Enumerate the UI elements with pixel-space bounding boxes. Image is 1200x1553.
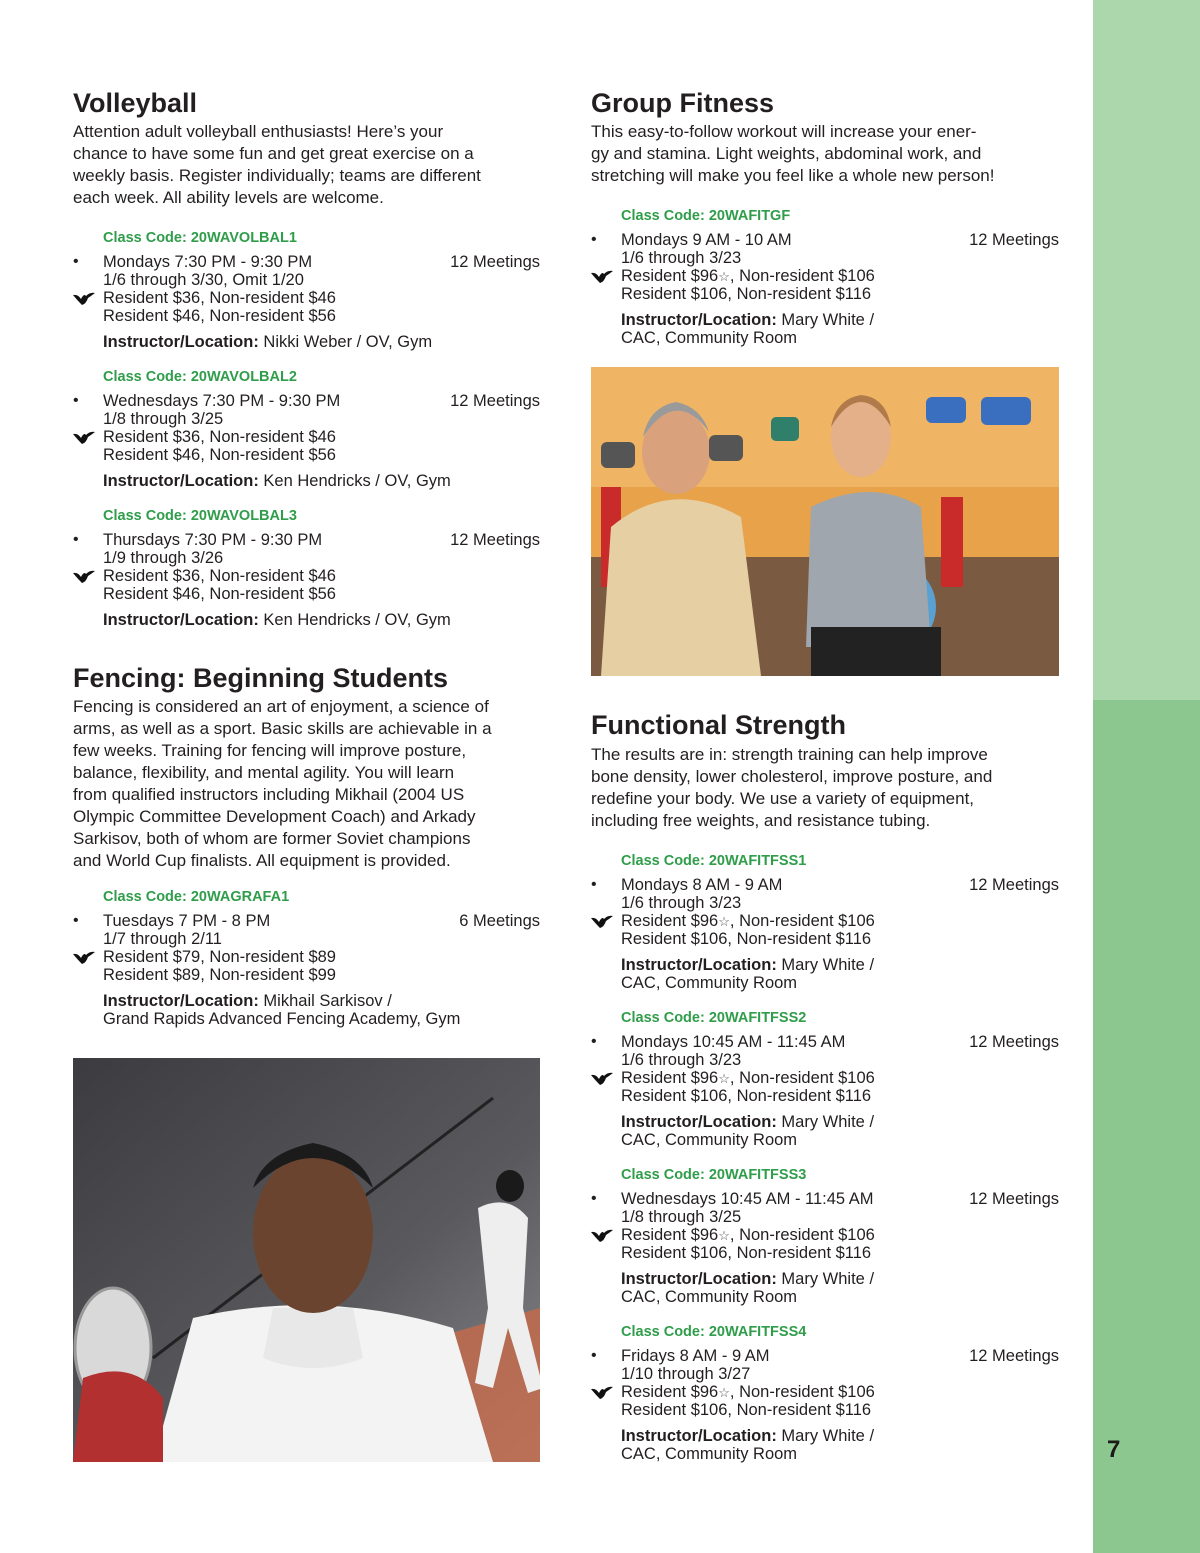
class-meetings: 6 Meetings (459, 912, 540, 930)
star-icon: ☆ (718, 1228, 730, 1243)
instructor-label: Instructor/Location: (621, 1270, 777, 1288)
class-dates: 1/6 through 3/23 (621, 1051, 742, 1069)
volleyball-title: Volleyball (73, 88, 198, 118)
senior-fee-nonresident: , Non-resident $106 (729, 1226, 875, 1244)
class-code: Class Code: 20WAFITFSS1 (621, 853, 807, 869)
class-dates: 1/6 through 3/23 (621, 894, 742, 912)
bullet-icon: • (73, 392, 79, 409)
class-fee: Resident $46, Non-resident $56 (103, 307, 336, 325)
class-senior-fee: Resident $36, Non-resident $46 (103, 289, 336, 307)
class-instructor (621, 1113, 874, 1131)
instructor-name: Nikki Weber / OV, Gym (258, 333, 433, 351)
group-fitness-description (591, 121, 994, 187)
class-senior-fee (621, 912, 875, 931)
class-instructor (621, 1427, 874, 1445)
desc-line: Olympic Committee Development Coach) and Arkady (73, 807, 476, 826)
class-senior-fee: Resident $36, Non-resident $46 (103, 567, 336, 585)
bullet-icon: • (591, 1190, 597, 1207)
class-code: Class Code: 20WAVOLBAL1 (103, 230, 297, 246)
class-fee: Resident $106, Non-resident $116 (621, 285, 872, 303)
desc-line: bone density, lower cholesterol, improve posture, and (591, 767, 993, 786)
class-location: Grand Rapids Advanced Fencing Academy, Gym (103, 1010, 461, 1028)
class-fee: Resident $89, Non-resident $99 (103, 966, 336, 984)
class-code: Class Code: 20WAVOLBAL2 (103, 369, 297, 385)
senior-fee-resident: Resident $96 (621, 1226, 719, 1244)
desc-line: balance, flexibility, and mental agility. You will learn (73, 763, 455, 782)
desc-line: This easy-to-follow workout will increase your ener- (591, 122, 977, 141)
class-fee: Resident $106, Non-resident $116 (621, 1087, 872, 1105)
class-dates: 1/6 through 3/30, Omit 1/20 (103, 271, 304, 289)
volleyball-description (73, 121, 481, 209)
class-code: Class Code: 20WAFITFSS3 (621, 1167, 807, 1183)
class-location: CAC, Community Room (621, 1288, 798, 1306)
fencing-photo (73, 1058, 540, 1462)
senior-discount-icon (73, 951, 95, 965)
instructor-name: Mary White / (776, 956, 875, 974)
class-senior-fee: Resident $36, Non-resident $46 (103, 428, 336, 446)
desc-line: few weeks. Training for fencing will improve posture, (73, 741, 467, 760)
class-instructor (103, 333, 432, 351)
bullet-icon: • (591, 876, 597, 893)
desc-line: from qualified instructors including Mikhail (2004 US (73, 785, 465, 804)
class-dates: 1/9 through 3/26 (103, 549, 224, 567)
class-fee: Resident $46, Non-resident $56 (103, 446, 336, 464)
class-meetings: 12 Meetings (450, 253, 540, 271)
desc-line: gy and stamina. Light weights, abdominal work, and (591, 144, 982, 163)
class-fee: Resident $46, Non-resident $56 (103, 585, 336, 603)
senior-discount-icon (591, 1072, 613, 1086)
class-schedule: Mondays 10:45 AM - 11:45 AM (621, 1033, 846, 1051)
class-meetings: 12 Meetings (969, 1347, 1059, 1365)
senior-fee-nonresident: , Non-resident $106 (729, 912, 875, 930)
instructor-label: Instructor/Location: (103, 992, 259, 1010)
desc-line: weekly basis. Register individually; teams are different (73, 166, 481, 185)
senior-fee-nonresident: , Non-resident $106 (729, 1069, 875, 1087)
class-meetings: 12 Meetings (969, 1190, 1059, 1208)
class-code: Class Code: 20WAGRAFA1 (103, 889, 290, 905)
desc-line: and World Cup finalists. All equipment is provided. (73, 851, 451, 870)
senior-fee-resident: Resident $96 (621, 912, 719, 930)
class-fee: Resident $106, Non-resident $116 (621, 1244, 872, 1262)
senior-fee-resident: Resident $96 (621, 1383, 719, 1401)
functional-strength-title: Functional Strength (591, 710, 846, 740)
senior-discount-icon (73, 431, 95, 445)
instructor-name: Mary White / (776, 1427, 875, 1445)
senior-discount-icon (591, 915, 613, 929)
class-schedule: Wednesdays 7:30 PM - 9:30 PM (103, 392, 341, 410)
desc-line: arms, as well as a sport. Basic skills are achievable in a (73, 719, 492, 738)
instructor-name: Mikhail Sarkisov / (258, 992, 392, 1010)
desc-line: redefine your body. We use a variety of equipment, (591, 789, 975, 808)
instructor-label: Instructor/Location: (103, 333, 259, 351)
class-dates: 1/10 through 3/27 (621, 1365, 751, 1383)
class-senior-fee: Resident $79, Non-resident $89 (103, 948, 336, 966)
senior-discount-icon (591, 1229, 613, 1243)
instructor-label: Instructor/Location: (621, 956, 777, 974)
class-senior-fee (621, 1383, 875, 1402)
class-schedule: Wednesdays 10:45 AM - 11:45 AM (621, 1190, 874, 1208)
class-code: Class Code: 20WAFITFSS2 (621, 1010, 807, 1026)
class-dates: 1/8 through 3/25 (103, 410, 224, 428)
group-fitness-title: Group Fitness (591, 88, 775, 118)
senior-discount-icon (73, 570, 95, 584)
senior-fee-resident: Resident $96 (621, 1069, 719, 1087)
class-location: CAC, Community Room (621, 329, 798, 347)
senior-fee-nonresident: , Non-resident $106 (729, 1383, 875, 1401)
instructor-label: Instructor/Location: (621, 311, 777, 329)
instructor-label: Instructor/Location: (621, 1427, 777, 1445)
fencing-description (73, 696, 492, 872)
desc-line: The results are in: strength training can help improve (591, 745, 988, 764)
star-icon: ☆ (718, 1071, 730, 1086)
fencing-title: Fencing: Beginning Students (73, 663, 448, 693)
class-dates: 1/7 through 2/11 (103, 930, 222, 948)
desc-line: Attention adult volleyball enthusiasts! Here’s your (73, 122, 444, 141)
class-meetings: 12 Meetings (969, 231, 1059, 249)
class-meetings: 12 Meetings (969, 1033, 1059, 1051)
instructor-name: Mary White / (776, 311, 875, 329)
instructor-name: Mary White / (776, 1270, 875, 1288)
class-schedule: Mondays 8 AM - 9 AM (621, 876, 783, 894)
instructor-label: Instructor/Location: (103, 611, 259, 629)
senior-discount-icon (591, 1386, 613, 1400)
class-schedule: Fridays 8 AM - 9 AM (621, 1347, 770, 1365)
functional-strength-description (591, 744, 992, 832)
senior-fee-nonresident: , Non-resident $106 (729, 267, 875, 285)
star-icon: ☆ (718, 269, 730, 284)
class-senior-fee (621, 267, 875, 286)
star-icon: ☆ (718, 1385, 730, 1400)
class-fee: Resident $106, Non-resident $116 (621, 1401, 872, 1419)
page-sidebar (1093, 0, 1200, 1553)
class-instructor (621, 1270, 874, 1288)
class-schedule: Thursdays 7:30 PM - 9:30 PM (103, 531, 323, 549)
senior-discount-icon (73, 292, 95, 306)
class-meetings: 12 Meetings (969, 876, 1059, 894)
class-instructor (103, 611, 451, 629)
class-instructor (621, 956, 874, 974)
class-senior-fee (621, 1069, 875, 1088)
bullet-icon: • (73, 253, 79, 270)
instructor-label: Instructor/Location: (103, 472, 259, 490)
bullet-icon: • (591, 231, 597, 248)
class-meetings: 12 Meetings (450, 531, 540, 549)
group-fitness-photo (591, 367, 1059, 676)
bullet-icon: • (73, 912, 79, 929)
instructor-name: Mary White / (776, 1113, 875, 1131)
instructor-name: Ken Hendricks / OV, Gym (258, 611, 451, 629)
bullet-icon: • (591, 1347, 597, 1364)
class-instructor (103, 992, 392, 1010)
star-icon: ☆ (718, 914, 730, 929)
sidebar-curve (1093, 0, 1200, 700)
class-senior-fee (621, 1226, 875, 1245)
class-fee: Resident $106, Non-resident $116 (621, 930, 872, 948)
senior-discount-icon (591, 270, 613, 284)
instructor-name: Ken Hendricks / OV, Gym (258, 472, 451, 490)
class-location: CAC, Community Room (621, 974, 798, 992)
class-schedule: Mondays 7:30 PM - 9:30 PM (103, 253, 313, 271)
class-meetings: 12 Meetings (450, 392, 540, 410)
desc-line: Sarkisov, both of whom are former Soviet champions (73, 829, 471, 848)
instructor-label: Instructor/Location: (621, 1113, 777, 1131)
class-location: CAC, Community Room (621, 1445, 798, 1463)
desc-line: each week. All ability levels are welcome. (73, 188, 384, 207)
class-dates: 1/8 through 3/25 (621, 1208, 742, 1226)
desc-line: stretching will make you feel like a whole new person! (591, 166, 995, 185)
class-instructor (621, 311, 874, 329)
class-dates: 1/6 through 3/23 (621, 249, 742, 267)
class-location: CAC, Community Room (621, 1131, 798, 1149)
class-schedule: Mondays 9 AM - 10 AM (621, 231, 792, 249)
class-code: Class Code: 20WAVOLBAL3 (103, 508, 297, 524)
desc-line: chance to have some fun and get great exercise on a (73, 144, 474, 163)
desc-line: including free weights, and resistance tubing. (591, 811, 931, 830)
class-code: Class Code: 20WAFITFSS4 (621, 1324, 807, 1340)
bullet-icon: • (591, 1033, 597, 1050)
class-code: Class Code: 20WAFITGF (621, 208, 791, 224)
class-instructor (103, 472, 451, 490)
bullet-icon: • (73, 531, 79, 548)
senior-fee-resident: Resident $96 (621, 267, 719, 285)
desc-line: Fencing is considered an art of enjoyment, a science of (73, 697, 489, 716)
class-schedule: Tuesdays 7 PM - 8 PM (103, 912, 271, 930)
page-number: 7 (1107, 1436, 1121, 1463)
